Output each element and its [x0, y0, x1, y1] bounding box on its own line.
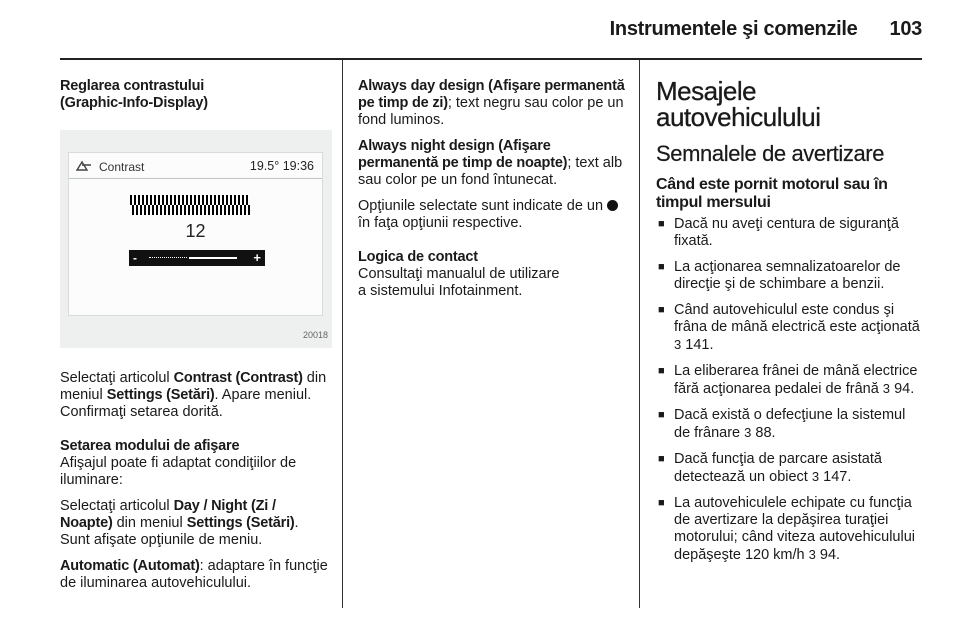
- bullet-icon: ■: [658, 409, 665, 421]
- contrast-value: 12: [185, 221, 206, 241]
- list-item: [656, 451, 924, 486]
- list-item: [656, 259, 924, 293]
- list-item: [656, 407, 924, 442]
- subsection-title: Semnalele de avertizare: [656, 141, 885, 166]
- list-item: [656, 216, 924, 250]
- column-2: [358, 78, 628, 300]
- paragraph-night-design: [358, 138, 628, 189]
- bullet-icon: ■: [658, 218, 665, 230]
- option-name: Always night design (Afişare permanentă pe timp de noapte): [358, 138, 568, 171]
- menu-item-ref: Contrast (Contrast): [173, 370, 303, 386]
- text: . Sunt afişate opţiunile de meniu.: [60, 515, 299, 548]
- display-temp-time: 19.5° 19:36: [249, 159, 314, 173]
- page-number: 103: [889, 18, 922, 40]
- option-name: Always day design (Afişare permanentă pe timp de zi): [358, 78, 625, 111]
- text: Selectaţi articolul: [60, 498, 174, 514]
- paragraph-contrast: [60, 370, 332, 421]
- figure-code: 20018: [302, 330, 328, 340]
- text: din meniul: [112, 515, 187, 531]
- text: : adaptare în funcţie de iluminarea autovehiculului.: [60, 558, 328, 591]
- list-item-text: Dacă există o defecţiune la sistemul de frânare: [674, 407, 906, 441]
- selected-dot-icon: [607, 200, 618, 211]
- sub-heading-contact: Logica de contact: [358, 249, 478, 265]
- contrast-slider: [129, 250, 265, 266]
- menu-item-ref: Day / Night (Zi / Noapte): [60, 498, 276, 531]
- list-item-text: La autovehiculele echipate cu funcţia de avertizare la depăşirea turaţiei motorului; când viteza autovehiculului depăşeşte 120 km/h: [674, 495, 915, 563]
- page-ref[interactable]: 94.: [819, 547, 841, 563]
- display-divider: [69, 178, 322, 179]
- paragraph-day-design: [358, 78, 628, 129]
- graphic-info-display: [68, 152, 323, 316]
- page-ref-arrow-icon: 3: [808, 547, 816, 562]
- text-line: Consultaţi manualul de utilizare: [358, 266, 560, 282]
- page-ref[interactable]: 147.: [823, 469, 852, 485]
- text: ; text negru sau color pe un fond luminos.: [358, 95, 624, 128]
- column-divider-2: [639, 60, 640, 608]
- page-ref-arrow-icon: 3: [811, 469, 820, 484]
- section-title: [656, 78, 924, 130]
- column-divider-1: [342, 60, 343, 608]
- column-3: [656, 78, 924, 573]
- title-line-1: Mesajele: [656, 76, 757, 106]
- option-name: Automatic (Automat): [60, 558, 200, 574]
- header-title: Instrumentele şi comenzile: [609, 18, 858, 40]
- header-rule: [60, 58, 922, 60]
- menu-ref: Settings (Setări): [186, 515, 295, 531]
- list-item-text: La acţionarea semnalizatoarelor de direcţie şi de schimbare a benzii.: [674, 259, 901, 292]
- slider-track: [149, 257, 187, 258]
- list-item-text: Când autovehiculul este condus şi frâna de mână electrică este acţionată: [674, 302, 920, 335]
- bullet-icon: ■: [658, 261, 665, 273]
- contrast-pattern: [130, 195, 250, 215]
- condition-heading: Când este pornit motorul sau în timpul mersului: [656, 176, 888, 211]
- paragraph-infotainment: [358, 266, 628, 300]
- text-line: a sistemului Infotainment.: [358, 283, 523, 299]
- page-ref-arrow-icon: 3: [882, 381, 891, 396]
- section-heading-contrast: [60, 78, 332, 112]
- warning-list: [656, 216, 924, 564]
- list-item: [656, 302, 924, 354]
- text: Opţiunile selectate sunt indicate de un: [358, 198, 608, 214]
- paragraph-select: [60, 498, 332, 549]
- bullet-icon: ■: [658, 453, 665, 465]
- slider-plus: +: [253, 250, 261, 265]
- page-ref[interactable]: 88.: [755, 425, 776, 441]
- heading-line-1: Reglarea contrastului: [60, 78, 205, 94]
- menu-ref: Settings (Setări): [106, 387, 215, 403]
- page-ref-arrow-icon: 3: [744, 425, 752, 440]
- bullet-icon: ■: [658, 365, 665, 377]
- title-line-2: autovehiculului: [656, 102, 821, 132]
- list-item: [656, 363, 924, 398]
- display-figure: [60, 130, 332, 348]
- text: ; text alb sau color pe un fond întunecat.: [358, 155, 623, 188]
- slider-fill: [189, 257, 237, 259]
- contrast-icon: [76, 159, 92, 176]
- column-1: [60, 78, 332, 601]
- text: Selectaţi articolul: [60, 370, 174, 386]
- text: din meniul: [60, 370, 327, 403]
- bullet-icon: ■: [658, 497, 665, 509]
- page-ref[interactable]: 141.: [685, 337, 714, 353]
- text: . Apare meniul. Confirmaţi setarea dorită.: [60, 387, 312, 420]
- paragraph-automatic: [60, 558, 332, 592]
- page-ref-arrow-icon: 3: [674, 337, 682, 352]
- page-header: [610, 18, 922, 41]
- display-label: Contrast: [99, 160, 145, 174]
- list-item-text: Dacă funcţia de parcare asistată detectează un obiect: [674, 451, 882, 485]
- heading-line-2: (Graphic-Info-Display): [60, 95, 208, 111]
- paragraph-selected: [358, 198, 628, 232]
- text: în faţa opţiunii respective.: [358, 215, 523, 231]
- bullet-icon: ■: [658, 304, 665, 316]
- slider-minus: -: [133, 251, 137, 265]
- list-item-text: La eliberarea frânei de mână electrice fără acţionarea pedalei de frână: [674, 363, 918, 397]
- list-item: [656, 495, 924, 564]
- paragraph-adapt: Afişajul poate fi adaptat condiţiilor de iluminare:: [60, 455, 297, 488]
- sub-heading-display-mode: Setarea modului de afişare: [60, 438, 240, 454]
- list-item-text: Dacă nu aveţi centura de siguranţă fixată.: [674, 216, 899, 249]
- page-ref[interactable]: 94.: [894, 381, 915, 397]
